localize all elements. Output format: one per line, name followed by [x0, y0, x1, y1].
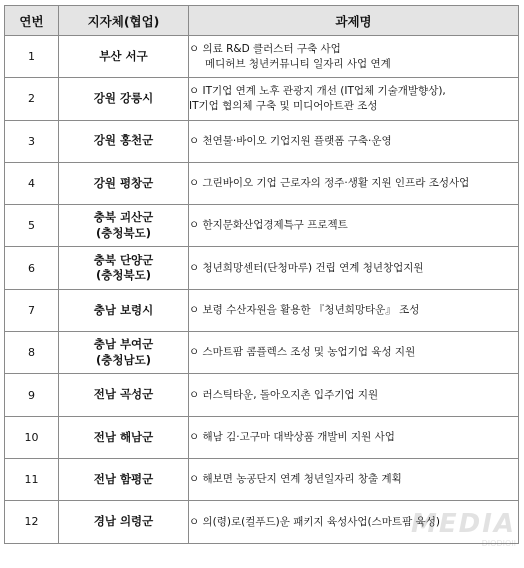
region-line: 경남 의령군: [93, 514, 154, 529]
table-row: [5, 78, 519, 120]
header-region: 지자체(협업): [59, 6, 189, 36]
table-row: [5, 416, 519, 458]
row-number: 10: [5, 416, 59, 458]
task-line: ㅇ 한지문화산업경제특구 프로젝트: [189, 219, 348, 232]
row-number: 6: [5, 247, 59, 289]
task-cell: [189, 162, 519, 204]
region-cell: [59, 78, 189, 120]
region-cell: [59, 458, 189, 500]
region-line: 부산 서구: [99, 48, 148, 63]
task-cell: [189, 78, 519, 120]
row-number: 8: [5, 332, 59, 374]
task-table: [4, 5, 519, 544]
row-number: 5: [5, 205, 59, 247]
task-cell: [189, 289, 519, 331]
watermark-line2: DIODIOII: [481, 539, 516, 548]
region-line: (충청북도): [96, 225, 151, 240]
region-line: (충청북도): [96, 268, 151, 283]
watermark: [411, 509, 516, 548]
row-number: 11: [5, 458, 59, 500]
region-line: 전남 곡성군: [93, 387, 154, 402]
row-number: 4: [5, 162, 59, 204]
row-number: 9: [5, 374, 59, 416]
task-cell: [189, 416, 519, 458]
task-cell: [189, 374, 519, 416]
task-line: ㅇ 의(령)로(컬푸드)운 패키지 육성사업(스마트팜 육성): [189, 515, 440, 528]
task-line: ㅇ 해남 김·고구마 대박상품 개발비 지원 사업: [189, 430, 395, 443]
region-cell: [59, 162, 189, 204]
task-cell: [189, 205, 519, 247]
table-row: [5, 247, 519, 289]
watermark-line1: MEDIA: [410, 509, 516, 539]
region-cell: [59, 416, 189, 458]
task-cell: [189, 36, 519, 78]
task-line: 메디허브 청년커뮤니티 일자리 사업 연계: [205, 57, 391, 70]
table-row: [5, 458, 519, 500]
task-cell: [189, 247, 519, 289]
task-line: ㅇ 스마트팜 콤플렉스 조성 및 농업기업 육성 지원: [189, 346, 416, 359]
header-task: 과제명: [189, 6, 519, 36]
task-line: ㅇ 의료 R&D 클러스터 구축 사업: [189, 42, 341, 55]
region-line: 강원 평창군: [93, 175, 154, 190]
table-header-row: [5, 6, 519, 36]
task-line: ㅇ 러스틱타운, 돌아오지촌 입주기업 지원: [189, 388, 379, 401]
task-line: ㅇ 천연물·바이오 기업지원 플랫폼 구축·운영: [189, 134, 392, 147]
region-line: 강원 홍천군: [93, 133, 154, 148]
row-number: 2: [5, 78, 59, 120]
header-no: 연번: [5, 6, 59, 36]
region-cell: [59, 120, 189, 162]
task-line: ㅇ 그린바이오 기업 근로자의 정주·생활 지원 인프라 조성사업: [189, 177, 470, 190]
table-row: [5, 162, 519, 204]
table-row: [5, 332, 519, 374]
task-cell: [189, 120, 519, 162]
task-line: ㅇ 청년희망센터(단청마루) 건립 연계 청년창업지원: [189, 261, 424, 274]
region-cell: [59, 205, 189, 247]
region-line: 충북 괴산군: [93, 210, 154, 225]
region-cell: [59, 247, 189, 289]
task-cell: [189, 458, 519, 500]
row-number: 3: [5, 120, 59, 162]
table-row: [5, 120, 519, 162]
region-line: 충남 보령시: [93, 302, 154, 317]
region-cell: [59, 36, 189, 78]
table-row: [5, 205, 519, 247]
row-number: 1: [5, 36, 59, 78]
region-cell: [59, 289, 189, 331]
table-row: [5, 374, 519, 416]
region-line: (충청남도): [96, 352, 151, 367]
row-number: 7: [5, 289, 59, 331]
region-line: 충남 부여군: [93, 337, 154, 352]
region-line: 전남 해남군: [93, 429, 154, 444]
region-cell: [59, 374, 189, 416]
region-line: 충북 단양군: [93, 252, 154, 267]
task-line: IT기업 협의체 구축 및 미디어아트관 조성: [189, 99, 378, 112]
task-line: ㅇ 보령 수산자원을 활용한 『청년희망타운』 조성: [189, 304, 420, 317]
region-line: 강원 강릉시: [93, 91, 154, 106]
region-cell: [59, 332, 189, 374]
table-row: [5, 289, 519, 331]
region-line: 전남 함평군: [93, 471, 154, 486]
task-line: ㅇ IT기업 연계 노후 관광지 개선 (IT업체 기술개발향상),: [189, 85, 446, 98]
task-line: ㅇ 해보면 농공단지 연계 청년일자리 창출 계획: [189, 473, 402, 486]
region-cell: [59, 501, 189, 543]
task-cell: [189, 332, 519, 374]
table-row: [5, 36, 519, 78]
row-number: 12: [5, 501, 59, 543]
